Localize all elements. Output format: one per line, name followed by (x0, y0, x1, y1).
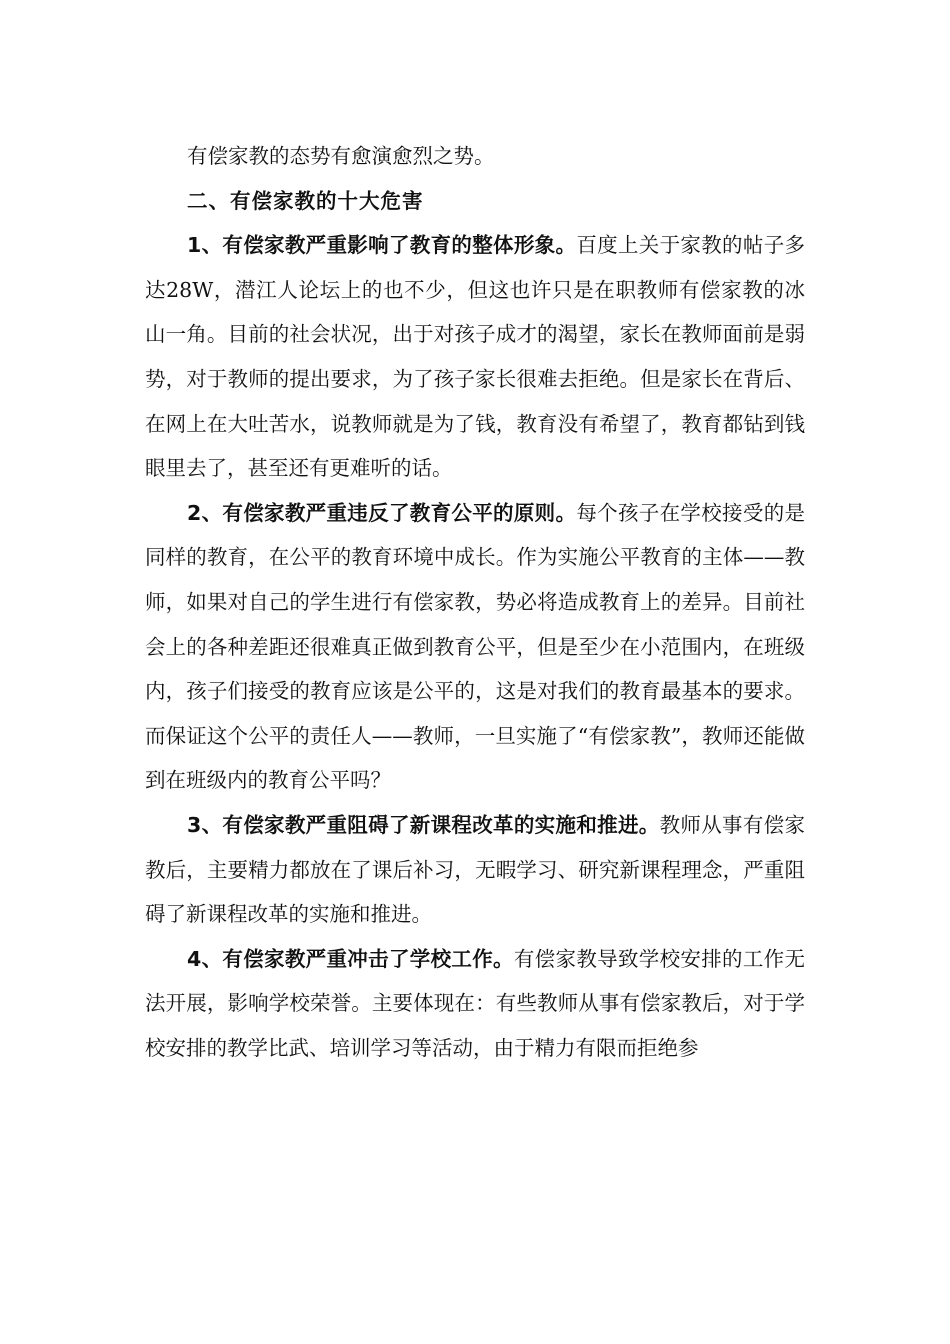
document-body (145, 134, 805, 1070)
item-lead: 4、有偿家教严重冲击了学校工作。 (187, 946, 514, 971)
intro-paragraph: 有偿家教的态势有愈演愈烈之势。 (187, 144, 495, 168)
item-lead: 2、有偿家教严重违反了教育公平的原则。 (187, 500, 577, 525)
item-body: 教师从事有偿家教后，主要精力都放在了课后补习，无暇学习、研究新课程理念，严重阻碍了新课程改革的实施和推进。 (145, 812, 806, 927)
item-body: 有偿家教导致学校安排的工作无法开展，影响学校荣誉。主要体现在：有些教师从事有偿家教后，对于学校安排的教学比武、培训学习等活动，由于精力有限而拒绝参 (145, 946, 805, 1060)
item-paragraph-3 (145, 803, 805, 937)
item-paragraph-2 (145, 491, 805, 803)
item-paragraph-4 (145, 937, 805, 1071)
item-body: 每个孩子在学校接受的是同样的教育，在公平的教育环境中成长。作为实施公平教育的主体——教师，如果对自己的学生进行有偿家教，势必将造成教育上的差异。目前社会上的各种差距还很难真正做到教育公平，但是至少在小范围内，在班级内，孩子们接受的教育应该是公平的，这是对我们的教育最基本的要求。而保证这个公平的责任人——教师，一旦实施了“有偿家教”，教师还能做到在班级内的教育公平吗？ (145, 500, 806, 793)
section-heading: 二、有偿家教的十大危害 (187, 188, 424, 213)
item-body: 百度上关于家教的帖子多达28W，潜江人论坛上的也不少，但这也许只是在职教师有偿家教的冰山一角。目前的社会状况，出于对孩子成才的渴望，家长在教师面前是弱势，对于教师的提出要求，为了孩子家长很难去拒绝。但是家长在背后、在网上在大吐苦水，说教师就是为了钱，教育没有希望了，教育都钻到钱眼里去了，甚至还有更难听的话。 (145, 233, 806, 481)
item-paragraph-1 (145, 223, 805, 491)
item-lead: 1、有偿家教严重影响了教育的整体形象。 (187, 233, 577, 258)
item-lead: 3、有偿家教严重阻碍了新课程改革的实施和推进。 (187, 812, 660, 837)
